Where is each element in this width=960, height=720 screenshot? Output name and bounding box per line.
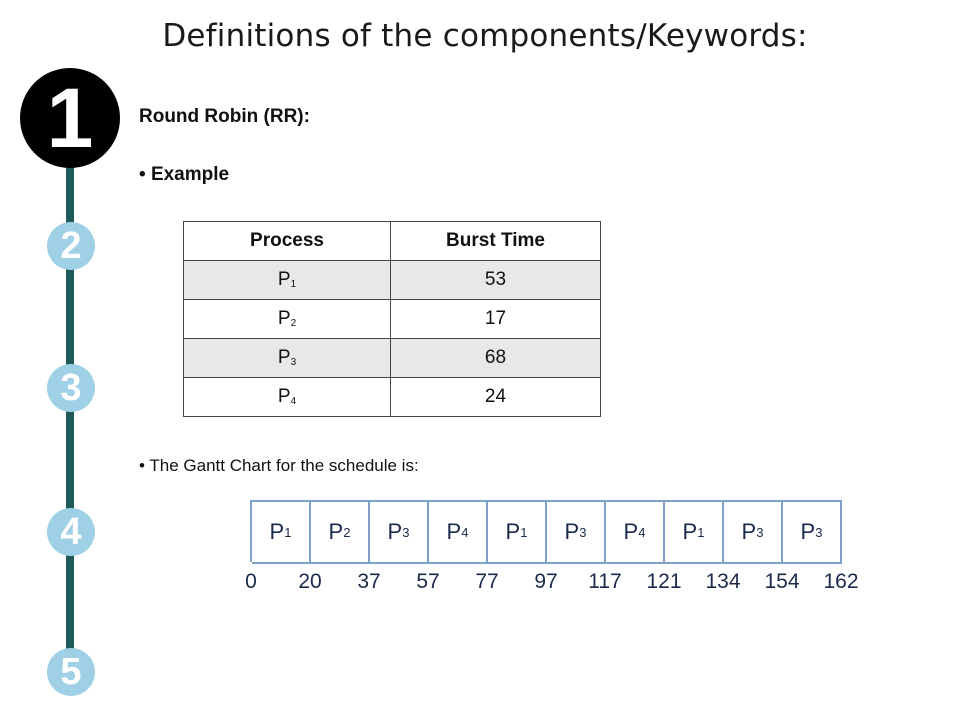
process-cell	[184, 378, 391, 417]
gantt-time-label: 134	[705, 570, 741, 593]
step-3-marker[interactable]: 3	[47, 364, 95, 412]
gantt-process-name: P	[800, 519, 816, 544]
gantt-process-name: P	[269, 519, 285, 544]
step-1-marker[interactable]: 1	[20, 68, 120, 168]
process-cell	[184, 300, 391, 339]
bullet-gantt-text: The Gantt Chart for the schedule is:	[149, 456, 419, 475]
gantt-cell	[252, 500, 311, 564]
gantt-time-label: 77	[475, 570, 499, 593]
gantt-time-label: 20	[298, 570, 322, 593]
gantt-process-name: P	[741, 519, 757, 544]
gantt-process-name: P	[505, 519, 521, 544]
gantt-process-sub: 3	[579, 524, 587, 540]
gantt-time-label: 0	[245, 570, 257, 593]
gantt-process-name: P	[328, 519, 344, 544]
gantt-process-name: P	[387, 519, 403, 544]
gantt-process-sub: 1	[697, 524, 705, 540]
gantt-time-label: 121	[646, 570, 682, 593]
process-sub: 2	[290, 318, 297, 329]
step-4-marker[interactable]: 4	[47, 508, 95, 556]
process-sub: 4	[290, 396, 297, 407]
process-table	[183, 221, 601, 417]
gantt-cell	[547, 500, 606, 564]
process-sub: 1	[290, 279, 297, 290]
header-burst-time: Burst Time	[391, 222, 601, 261]
gantt-process-sub: 3	[815, 524, 823, 540]
table-header-row	[184, 222, 601, 261]
slide-title: Definitions of the components/Keywords:	[162, 18, 808, 54]
bullet-gantt: • The Gantt Chart for the schedule is:	[139, 456, 419, 475]
step-2-marker[interactable]: 2	[47, 222, 95, 270]
gantt-process-sub: 4	[461, 524, 469, 540]
burst-cell: 17	[391, 300, 601, 339]
burst-cell: 68	[391, 339, 601, 378]
gantt-time-label: 117	[588, 570, 622, 593]
process-cell	[184, 261, 391, 300]
step-5-marker[interactable]: 5	[47, 648, 95, 696]
gantt-process-name: P	[446, 519, 462, 544]
gantt-process-sub: 2	[343, 524, 351, 540]
gantt-chart	[250, 500, 842, 562]
gantt-process-sub: 3	[402, 524, 410, 540]
process-name: P	[277, 347, 291, 368]
gantt-cell	[724, 500, 783, 564]
table-row	[184, 261, 601, 300]
gantt-cell	[665, 500, 724, 564]
gantt-cell	[606, 500, 665, 564]
header-process: Process	[184, 222, 391, 261]
gantt-process-sub: 1	[284, 524, 292, 540]
table-row	[184, 378, 601, 417]
process-name: P	[277, 308, 291, 329]
gantt-process-sub: 1	[520, 524, 528, 540]
process-sub: 3	[290, 357, 297, 368]
process-cell	[184, 339, 391, 378]
gantt-cell	[311, 500, 370, 564]
gantt-time-label: 37	[357, 570, 381, 593]
gantt-process-name: P	[623, 519, 639, 544]
gantt-time-label: 162	[823, 570, 859, 593]
burst-cell: 24	[391, 378, 601, 417]
gantt-process-name: P	[682, 519, 698, 544]
gantt-cell	[429, 500, 488, 564]
burst-cell: 53	[391, 261, 601, 300]
process-name: P	[277, 269, 291, 290]
section-title: Round Robin (RR):	[139, 106, 310, 127]
gantt-process-sub: 3	[756, 524, 764, 540]
table-row	[184, 300, 601, 339]
bullet-example: • Example	[139, 164, 230, 185]
gantt-time-label: 57	[416, 570, 440, 593]
gantt-time-label: 154	[764, 570, 800, 593]
process-name: P	[277, 386, 291, 407]
table-row	[184, 339, 601, 378]
bullet-example-text: Example	[150, 164, 230, 185]
gantt-cell	[783, 500, 842, 564]
gantt-time-label: 97	[534, 570, 558, 593]
gantt-cell	[488, 500, 547, 564]
gantt-cell	[370, 500, 429, 564]
gantt-process-sub: 4	[638, 524, 646, 540]
gantt-process-name: P	[564, 519, 580, 544]
